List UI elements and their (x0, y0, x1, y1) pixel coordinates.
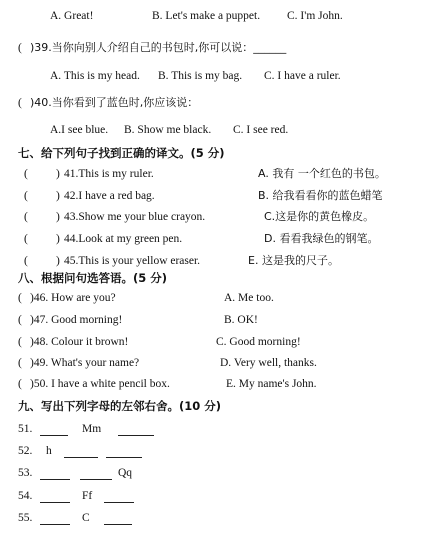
s7-sentence: 43.Show me your blue crayon. (64, 211, 206, 223)
given-letter: C (82, 512, 90, 524)
q39-prompt-line (0, 38, 448, 58)
q39-option-a: A. This is my head. (50, 70, 140, 82)
s7-sentence: 44.Look at my green pen. (64, 233, 183, 245)
left-neighbor-blank[interactable] (40, 423, 68, 436)
section7-row (0, 164, 448, 184)
right-neighbor-blank[interactable] (104, 512, 132, 525)
right-neighbor-blank[interactable] (104, 490, 134, 503)
section8-row (0, 332, 448, 352)
letter-row-number: 54. (18, 490, 33, 502)
section9-heading: 九、写出下列字母的左邻右舍。(10 分) (18, 399, 222, 413)
q39-option-c: C. I have a ruler. (264, 70, 341, 82)
s7-sentence: 42.I have a red bag. (64, 190, 155, 202)
blank[interactable] (64, 445, 98, 458)
letter-row-number: 51. (18, 423, 33, 435)
section8-row (0, 288, 448, 308)
q40-prompt: )40.当你看到了蓝色时,你应该说： (30, 96, 199, 109)
section8-row (0, 310, 448, 330)
open-paren: ( (24, 190, 28, 202)
right-neighbor-blank[interactable] (118, 423, 154, 436)
section7-row (0, 186, 448, 206)
q39-prompt: )39.当你向别人介绍自己的书包时,你可以说：______ (30, 41, 287, 54)
left-neighbor-blank[interactable] (40, 512, 70, 525)
letter-row-number: 55. (18, 512, 33, 524)
given-letter: Ff (82, 490, 93, 502)
s8-answer: C. Good morning! (216, 336, 301, 348)
s8-question: )49. What's your name? (30, 357, 140, 369)
s8-question: )48. Colour it brown! (30, 336, 129, 348)
given-letter: Mm (82, 423, 102, 435)
q39-options (0, 66, 448, 86)
letter-row (0, 508, 448, 528)
open-paren: ( (18, 292, 22, 304)
letter-row (0, 463, 448, 483)
section7-row (0, 229, 448, 249)
open-paren: ( (18, 378, 22, 390)
q40-option-a: A.I see blue. (50, 124, 109, 136)
open-paren: ( (18, 357, 22, 369)
close-paren: ) (56, 233, 60, 245)
q38-option-c: C. I'm John. (287, 10, 343, 22)
letter-row (0, 419, 448, 439)
s8-question: )47. Good morning! (30, 314, 123, 326)
q38-option-a: A. Great! (50, 10, 94, 22)
q40-options (0, 120, 448, 140)
s7-translation: B. 给我看看你的蓝色蜡笔 (258, 189, 383, 202)
q40-prompt-line (0, 93, 448, 113)
section7-row (0, 207, 448, 227)
s7-translation: E. 这是我的尺子。 (248, 254, 339, 267)
section8-heading: 八、根据问句选答语。(5 分) (18, 271, 168, 285)
section7-heading: 七、给下列句子找到正确的译文。(5 分) (18, 146, 225, 160)
open-paren: ( (18, 314, 22, 326)
open-paren: ( (24, 255, 28, 267)
s7-sentence: 41.This is my ruler. (64, 168, 154, 180)
letter-row-number: 53. (18, 467, 33, 479)
close-paren: ) (56, 211, 60, 223)
q40-option-c: C. I see red. (233, 124, 289, 136)
s7-translation: C.这是你的黄色橡皮。 (264, 210, 375, 223)
s8-question: )46. How are you? (30, 292, 116, 304)
letter-row-number: 52. (18, 445, 33, 457)
section8-row (0, 374, 448, 394)
letter-row (0, 441, 448, 461)
s7-sentence: 45.This is your yellow eraser. (64, 255, 201, 267)
s8-answer: A. Me too. (224, 292, 274, 304)
close-paren: ) (56, 255, 60, 267)
q38-option-b: B. Let's make a puppet. (152, 10, 261, 22)
s7-translation: D. 看看我绿色的钢笔。 (264, 232, 379, 245)
q38-options (0, 6, 448, 26)
s8-answer: B. OK! (224, 314, 258, 326)
section8-heading-line (0, 268, 448, 288)
close-paren: ) (56, 190, 60, 202)
letter-row (0, 486, 448, 506)
blank[interactable] (106, 445, 142, 458)
s8-answer: E. My name's John. (226, 378, 317, 390)
blank[interactable] (40, 467, 70, 480)
open-paren: ( (18, 336, 22, 348)
open-paren: ( (24, 211, 28, 223)
s8-question: )50. I have a white pencil box. (30, 378, 170, 390)
answer-paren: ( (18, 42, 22, 54)
open-paren: ( (24, 168, 28, 180)
q40-option-b: B. Show me black. (124, 124, 212, 136)
q39-option-b: B. This is my bag. (158, 70, 243, 82)
given-letter: h (46, 445, 52, 457)
close-paren: ) (56, 168, 60, 180)
given-letter: Qq (118, 467, 133, 479)
left-neighbor-blank[interactable] (40, 490, 70, 503)
answer-paren: ( (18, 97, 22, 109)
blank[interactable] (80, 467, 112, 480)
s7-translation: A. 我有 一个红色的书包。 (258, 167, 386, 180)
section7-heading-line (0, 143, 448, 163)
section8-row (0, 353, 448, 373)
s8-answer: D. Very well, thanks. (220, 357, 317, 369)
section9-heading-line (0, 396, 448, 416)
open-paren: ( (24, 233, 28, 245)
